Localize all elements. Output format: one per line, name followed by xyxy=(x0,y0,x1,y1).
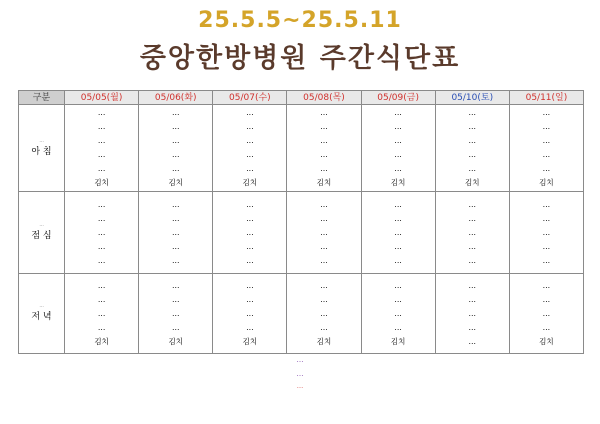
menu-item: … xyxy=(171,164,180,173)
menu-item: … xyxy=(246,294,254,304)
menu-item: … xyxy=(320,213,328,223)
menu-item: … xyxy=(171,308,180,318)
menu-item: … xyxy=(394,122,402,131)
menu-item: … xyxy=(97,199,106,209)
menu-item: … xyxy=(468,322,477,332)
menu-item: … xyxy=(97,164,106,173)
menu-item: … xyxy=(542,150,551,159)
meal-cell xyxy=(435,192,509,274)
menu-item: … xyxy=(394,199,402,209)
menu-item: 김치 xyxy=(465,178,480,187)
menu-item: … xyxy=(320,122,328,131)
meal-cell xyxy=(139,192,213,274)
meal-cell xyxy=(65,105,139,192)
meal-sublabel: … xyxy=(39,304,44,309)
menu-item: … xyxy=(468,108,477,117)
menu-item: … xyxy=(542,136,551,145)
origin-note: … xyxy=(296,356,304,364)
menu-item: … xyxy=(97,255,106,265)
menu-item: … xyxy=(171,241,180,251)
meal-row xyxy=(19,105,584,192)
day-header: 05/08(목) xyxy=(287,91,361,105)
menu-item: … xyxy=(246,322,254,332)
menu-item: 김치 xyxy=(539,178,554,187)
menu-item: … xyxy=(468,255,477,265)
menu-item: … xyxy=(246,108,254,117)
meal-cell xyxy=(361,274,435,354)
menu-item: … xyxy=(394,150,402,159)
meal-cell xyxy=(435,274,509,354)
menu-item: … xyxy=(97,213,106,223)
meal-label: 점 심 xyxy=(31,231,52,241)
menu-item: … xyxy=(394,322,402,332)
menu-item: 김치 xyxy=(316,336,332,346)
menu-item: … xyxy=(97,280,106,290)
menu-item: … xyxy=(320,294,328,304)
menu-item: 김치 xyxy=(242,336,258,346)
date-range: 25.5.5~25.5.11 xyxy=(198,8,402,33)
menu-item: … xyxy=(542,241,551,251)
menu-item: … xyxy=(97,150,106,159)
meal-cell xyxy=(509,192,583,274)
menu-item: … xyxy=(97,308,106,318)
menu-item: … xyxy=(468,213,477,223)
menu-item: … xyxy=(468,294,477,304)
meal-cell xyxy=(287,105,361,192)
menu-item: … xyxy=(542,227,551,237)
menu-item: … xyxy=(542,108,551,117)
menu-item: … xyxy=(246,122,254,131)
meal-label: 저 녁 xyxy=(31,312,52,322)
menu-item: … xyxy=(468,336,477,346)
menu-item: … xyxy=(542,322,551,332)
menu-item: … xyxy=(97,322,106,332)
page-title: 중앙한방병원 주간식단표 xyxy=(139,43,461,74)
menu-item: … xyxy=(320,164,328,173)
menu-item: … xyxy=(394,255,402,265)
meal-cell xyxy=(287,274,361,354)
menu-item: … xyxy=(320,308,328,318)
meal-sublabel: … xyxy=(39,138,44,144)
menu-item: … xyxy=(246,136,254,145)
menu-item: … xyxy=(246,308,254,318)
menu-item: … xyxy=(468,164,477,173)
menu-item: … xyxy=(97,294,106,304)
meal-cell xyxy=(65,274,139,354)
meal-cell xyxy=(213,105,287,192)
menu-item: 김치 xyxy=(168,336,183,346)
menu-item: 김치 xyxy=(168,178,183,187)
menu-item: … xyxy=(394,136,402,145)
menu-item: … xyxy=(171,255,180,265)
menu-item: … xyxy=(320,255,328,265)
menu-item: … xyxy=(320,199,328,209)
meal-label-cell xyxy=(19,105,65,192)
menu-item: … xyxy=(320,322,328,332)
menu-item: … xyxy=(468,241,477,251)
menu-item: … xyxy=(246,280,254,290)
day-header: 05/06(화) xyxy=(139,91,213,105)
menu-item: 김치 xyxy=(539,336,554,346)
menu-item: 김치 xyxy=(94,178,109,187)
menu-item: 김치 xyxy=(94,336,109,346)
menu-item: … xyxy=(542,294,551,304)
menu-item: … xyxy=(542,164,551,173)
menu-item: … xyxy=(468,150,477,159)
meal-cell xyxy=(509,274,583,354)
meal-cell xyxy=(361,192,435,274)
menu-item: … xyxy=(468,199,477,209)
menu-item: … xyxy=(394,164,402,173)
meal-cell xyxy=(213,274,287,354)
menu-item: … xyxy=(97,108,106,117)
meal-cell xyxy=(361,105,435,192)
meal-label-cell xyxy=(19,192,65,274)
menu-item: … xyxy=(468,227,477,237)
menu-item: … xyxy=(394,241,402,251)
menu-item: … xyxy=(246,164,254,173)
menu-item: … xyxy=(171,136,180,145)
menu-item: … xyxy=(320,150,328,159)
menu-item: … xyxy=(97,122,106,131)
menu-item: … xyxy=(542,308,551,318)
menu-item: … xyxy=(171,150,180,159)
menu-item: … xyxy=(320,241,328,251)
menu-item: … xyxy=(394,308,402,318)
day-header: 05/10(토) xyxy=(435,91,509,105)
menu-item: … xyxy=(171,213,180,223)
menu-item: 김치 xyxy=(390,336,406,346)
menu-item: … xyxy=(394,108,402,117)
menu-item: … xyxy=(97,227,106,237)
menu-item: … xyxy=(542,122,551,131)
meal-cell xyxy=(139,274,213,354)
menu-item: … xyxy=(97,136,106,145)
menu-item: … xyxy=(171,227,180,237)
menu-item: … xyxy=(394,294,402,304)
menu-item: … xyxy=(320,136,328,145)
meal-sublabel: … xyxy=(39,223,44,228)
menu-item: … xyxy=(246,241,254,251)
menu-item: … xyxy=(468,308,477,318)
menu-item: … xyxy=(171,108,180,117)
meal-label: 아 침 xyxy=(31,146,52,157)
menu-item: … xyxy=(542,213,551,223)
menu-item: … xyxy=(246,213,254,223)
weekly-menu-table xyxy=(18,90,584,354)
menu-item: … xyxy=(171,322,180,332)
menu-item: … xyxy=(246,199,254,209)
meal-cell xyxy=(213,192,287,274)
menu-item: … xyxy=(246,227,254,237)
origin-note-2: … xyxy=(296,370,304,378)
meal-cell xyxy=(139,105,213,192)
menu-item: … xyxy=(97,241,106,251)
day-header-row xyxy=(19,91,584,105)
menu-item: … xyxy=(542,199,551,209)
menu-item: … xyxy=(542,255,551,265)
meal-cell xyxy=(509,105,583,192)
menu-item: … xyxy=(246,150,254,159)
meal-label-cell xyxy=(19,274,65,354)
day-header: 05/07(수) xyxy=(213,91,287,105)
corner-label: 구분 xyxy=(19,91,65,105)
menu-item: … xyxy=(171,199,180,209)
menu-change-note: … xyxy=(296,382,304,390)
menu-item: … xyxy=(394,227,402,237)
menu-item: … xyxy=(171,294,180,304)
menu-item: … xyxy=(394,213,402,223)
menu-item: 김치 xyxy=(242,178,258,187)
menu-item: … xyxy=(468,122,477,131)
menu-item: … xyxy=(320,227,328,237)
meal-row xyxy=(19,274,584,354)
menu-item: … xyxy=(171,122,180,131)
menu-item: … xyxy=(171,280,180,290)
day-header: 05/11(일) xyxy=(509,91,583,105)
menu-item: … xyxy=(246,255,254,265)
menu-item: … xyxy=(394,280,402,290)
menu-item: … xyxy=(468,280,477,290)
menu-item: … xyxy=(320,280,328,290)
meal-cell xyxy=(287,192,361,274)
menu-item: 김치 xyxy=(316,178,332,187)
menu-item: … xyxy=(320,108,328,117)
day-header: 05/09(금) xyxy=(361,91,435,105)
menu-item: … xyxy=(542,280,551,290)
meal-row xyxy=(19,192,584,274)
menu-item: … xyxy=(468,136,477,145)
meal-cell xyxy=(435,105,509,192)
menu-item: 김치 xyxy=(390,178,406,187)
day-header: 05/05(월) xyxy=(65,91,139,105)
meal-cell xyxy=(65,192,139,274)
